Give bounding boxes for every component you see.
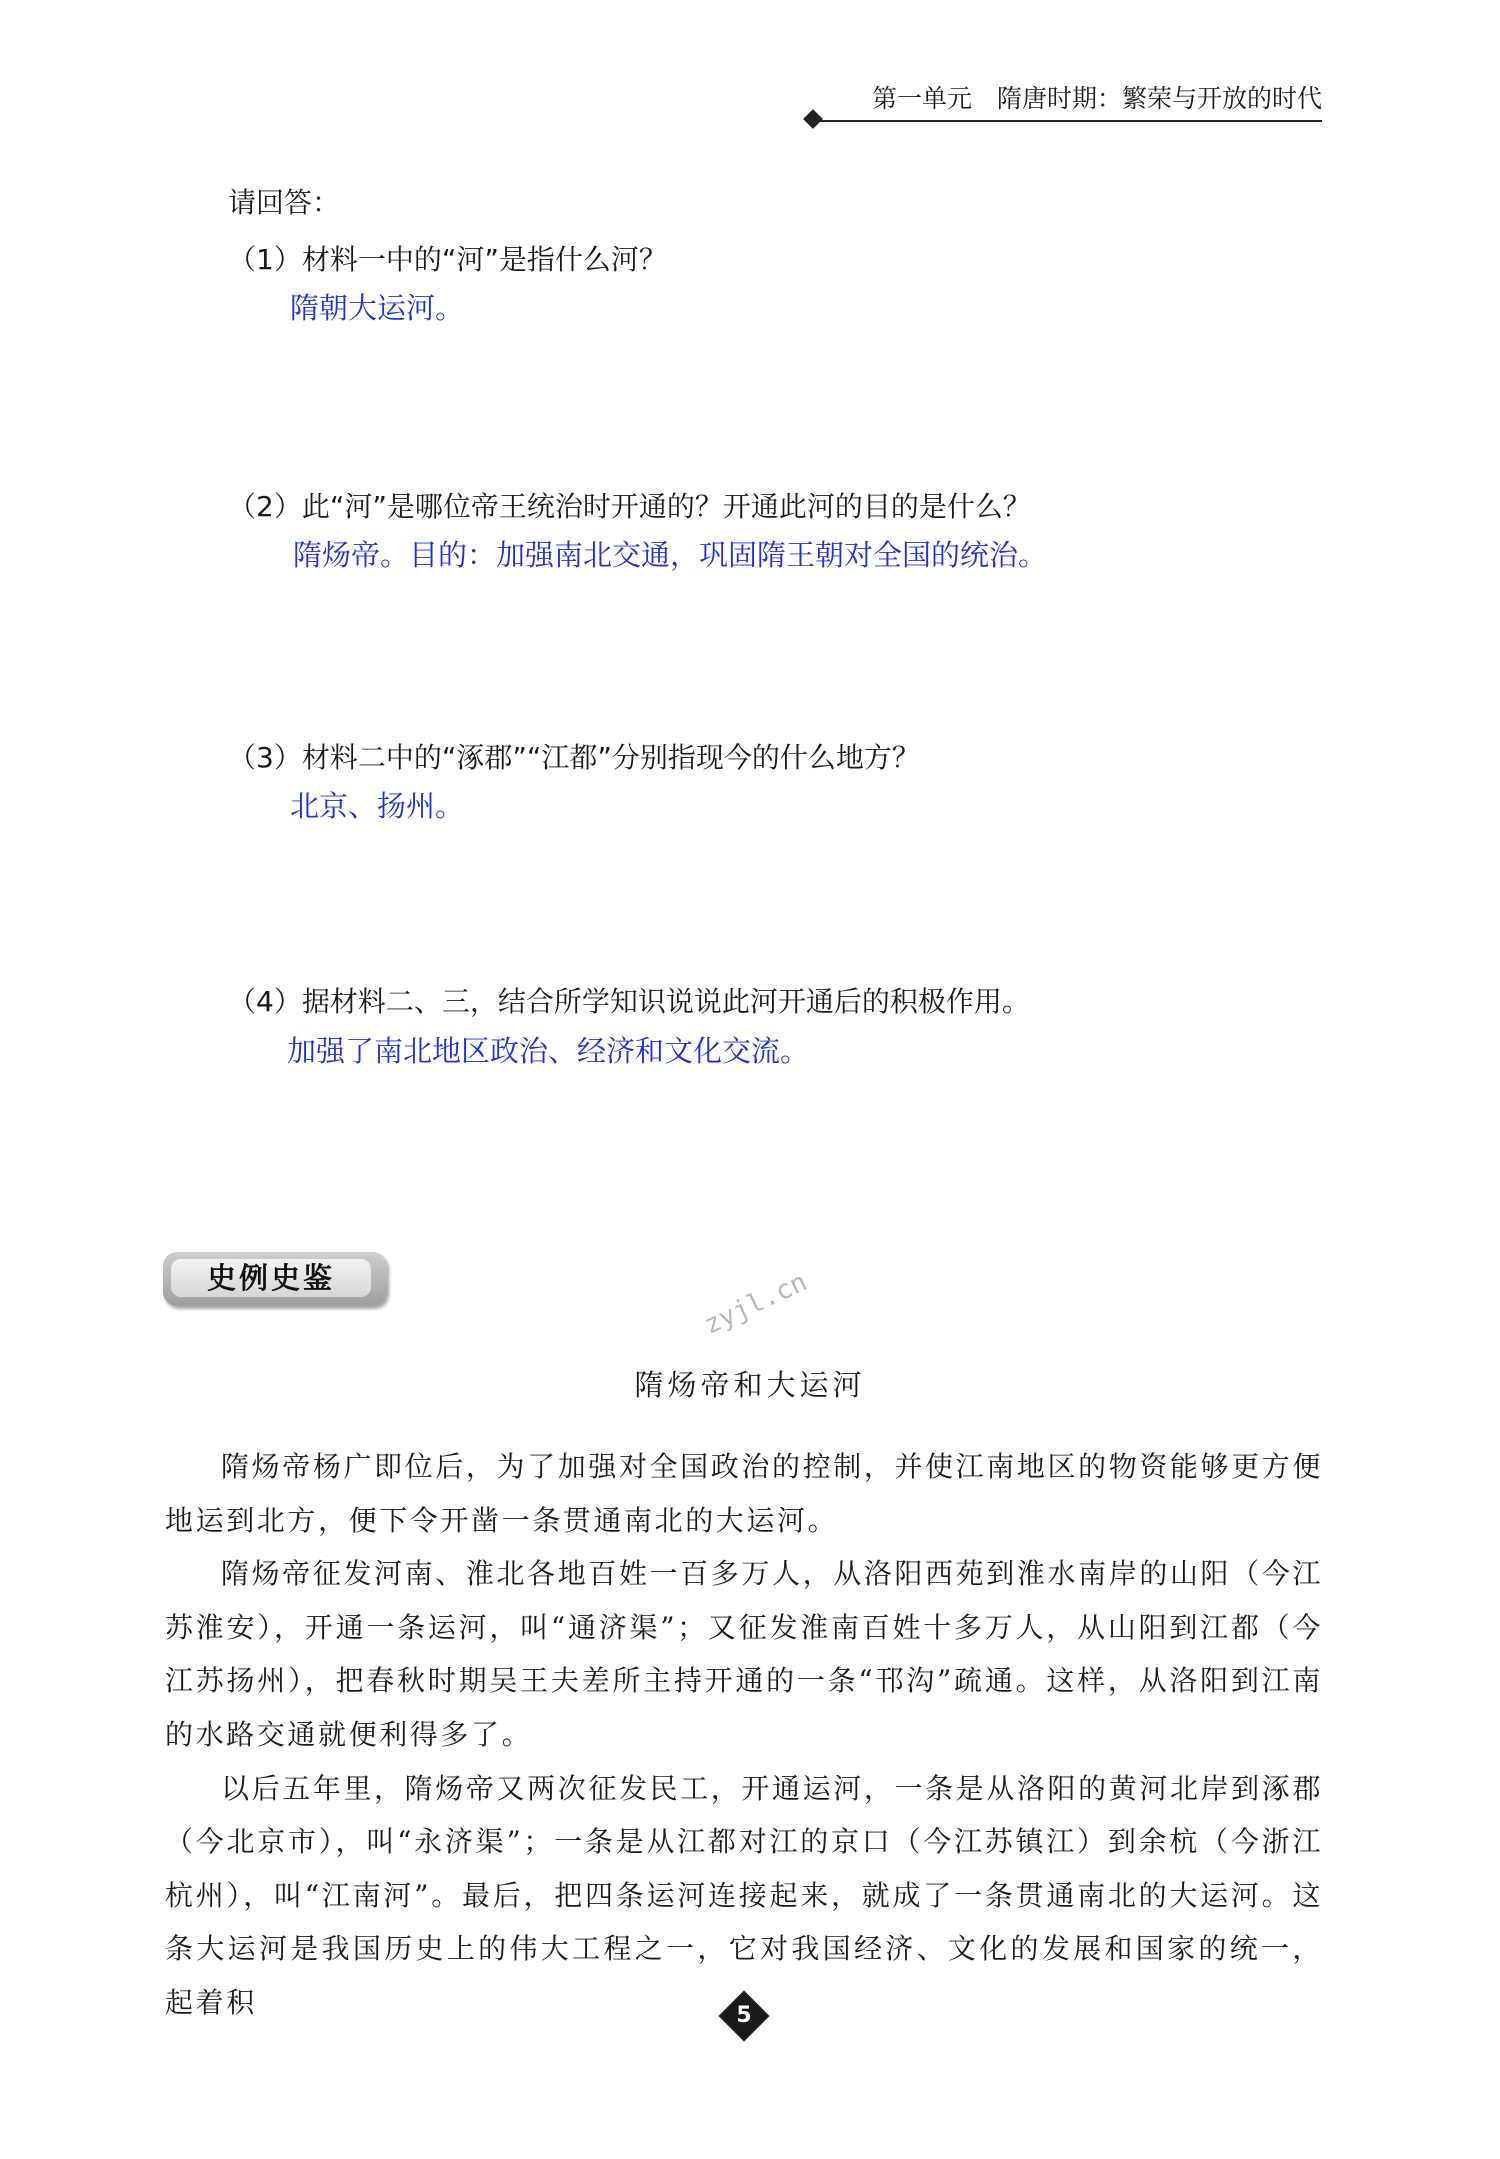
running-header: 第一单元 隋唐时期：繁荣与开放的时代 [871,84,1322,113]
qa-intro: 请回答： [228,186,341,219]
header-rule [812,120,1322,122]
article-paragraph: 以后五年里，隋炀帝又两次征发民工，开通运河，一条是从洛阳的黄河北岸到涿郡（今北京市），叫“永济渠”；一条是从江都对江的京口（今江苏镇江）到余杭（今浙江杭州），叫“江南河”。最后，把四条运河连接起来，就成了一条贯通南北的大运河。这条大运河是我国历史上的伟大工程之一，它对我国经济、文化的发展和国家的统一，起着积 [165,1771,1323,2019]
question-4: （4）据材料二、三，结合所学知识说说此河开通后的积极作用。 [228,985,1030,1018]
answer-1: 隋朝大运河。 [290,291,465,325]
question-3: （3）材料二中的“涿郡”“江都”分别指现今的什么地方？ [228,741,920,774]
article-title: 隋炀帝和大运河 [634,1368,866,1402]
question-2: （2）此“河”是哪位帝王统治时开通的？开通此河的目的是什么？ [228,490,1031,523]
answer-4: 加强了南北地区政治、经济和文化交流。 [287,1034,810,1068]
article-body [165,1440,1323,2030]
article-paragraph: 隋炀帝征发河南、淮北各地百姓一百多万人，从洛阳西苑到淮水南岸的山阳（今江苏淮安），开通一条运河，叫“通济渠”；又征发淮南百姓十多万人，从山阳到江都（今江苏扬州），把春秋时期吴王夫差所主持开通的一条“邗沟”疏通。这样，从洛阳到江南的水路交通就便利得多了。 [165,1557,1323,1751]
question-1: （1）材料一中的“河”是指什么河？ [228,243,667,276]
article-paragraph: 隋炀帝杨广即位后，为了加强对全国政治的控制，并使江南地区的物资能够更方便地运到北方，便下令开凿一条贯通南北的大运河。 [165,1450,1323,1537]
section-tag [163,1252,387,1306]
answer-3: 北京、扬州。 [290,789,465,823]
header-diamond-icon [803,109,823,129]
watermark: zyjl.cn [699,1267,812,1341]
page-number: 5 [736,2003,752,2028]
page-number-badge [718,1990,770,2042]
answer-2: 隋炀帝。目的：加强南北交通，巩固隋王朝对全国的统治。 [293,538,1048,572]
section-tag-label: 史例史鉴 [171,1259,371,1297]
